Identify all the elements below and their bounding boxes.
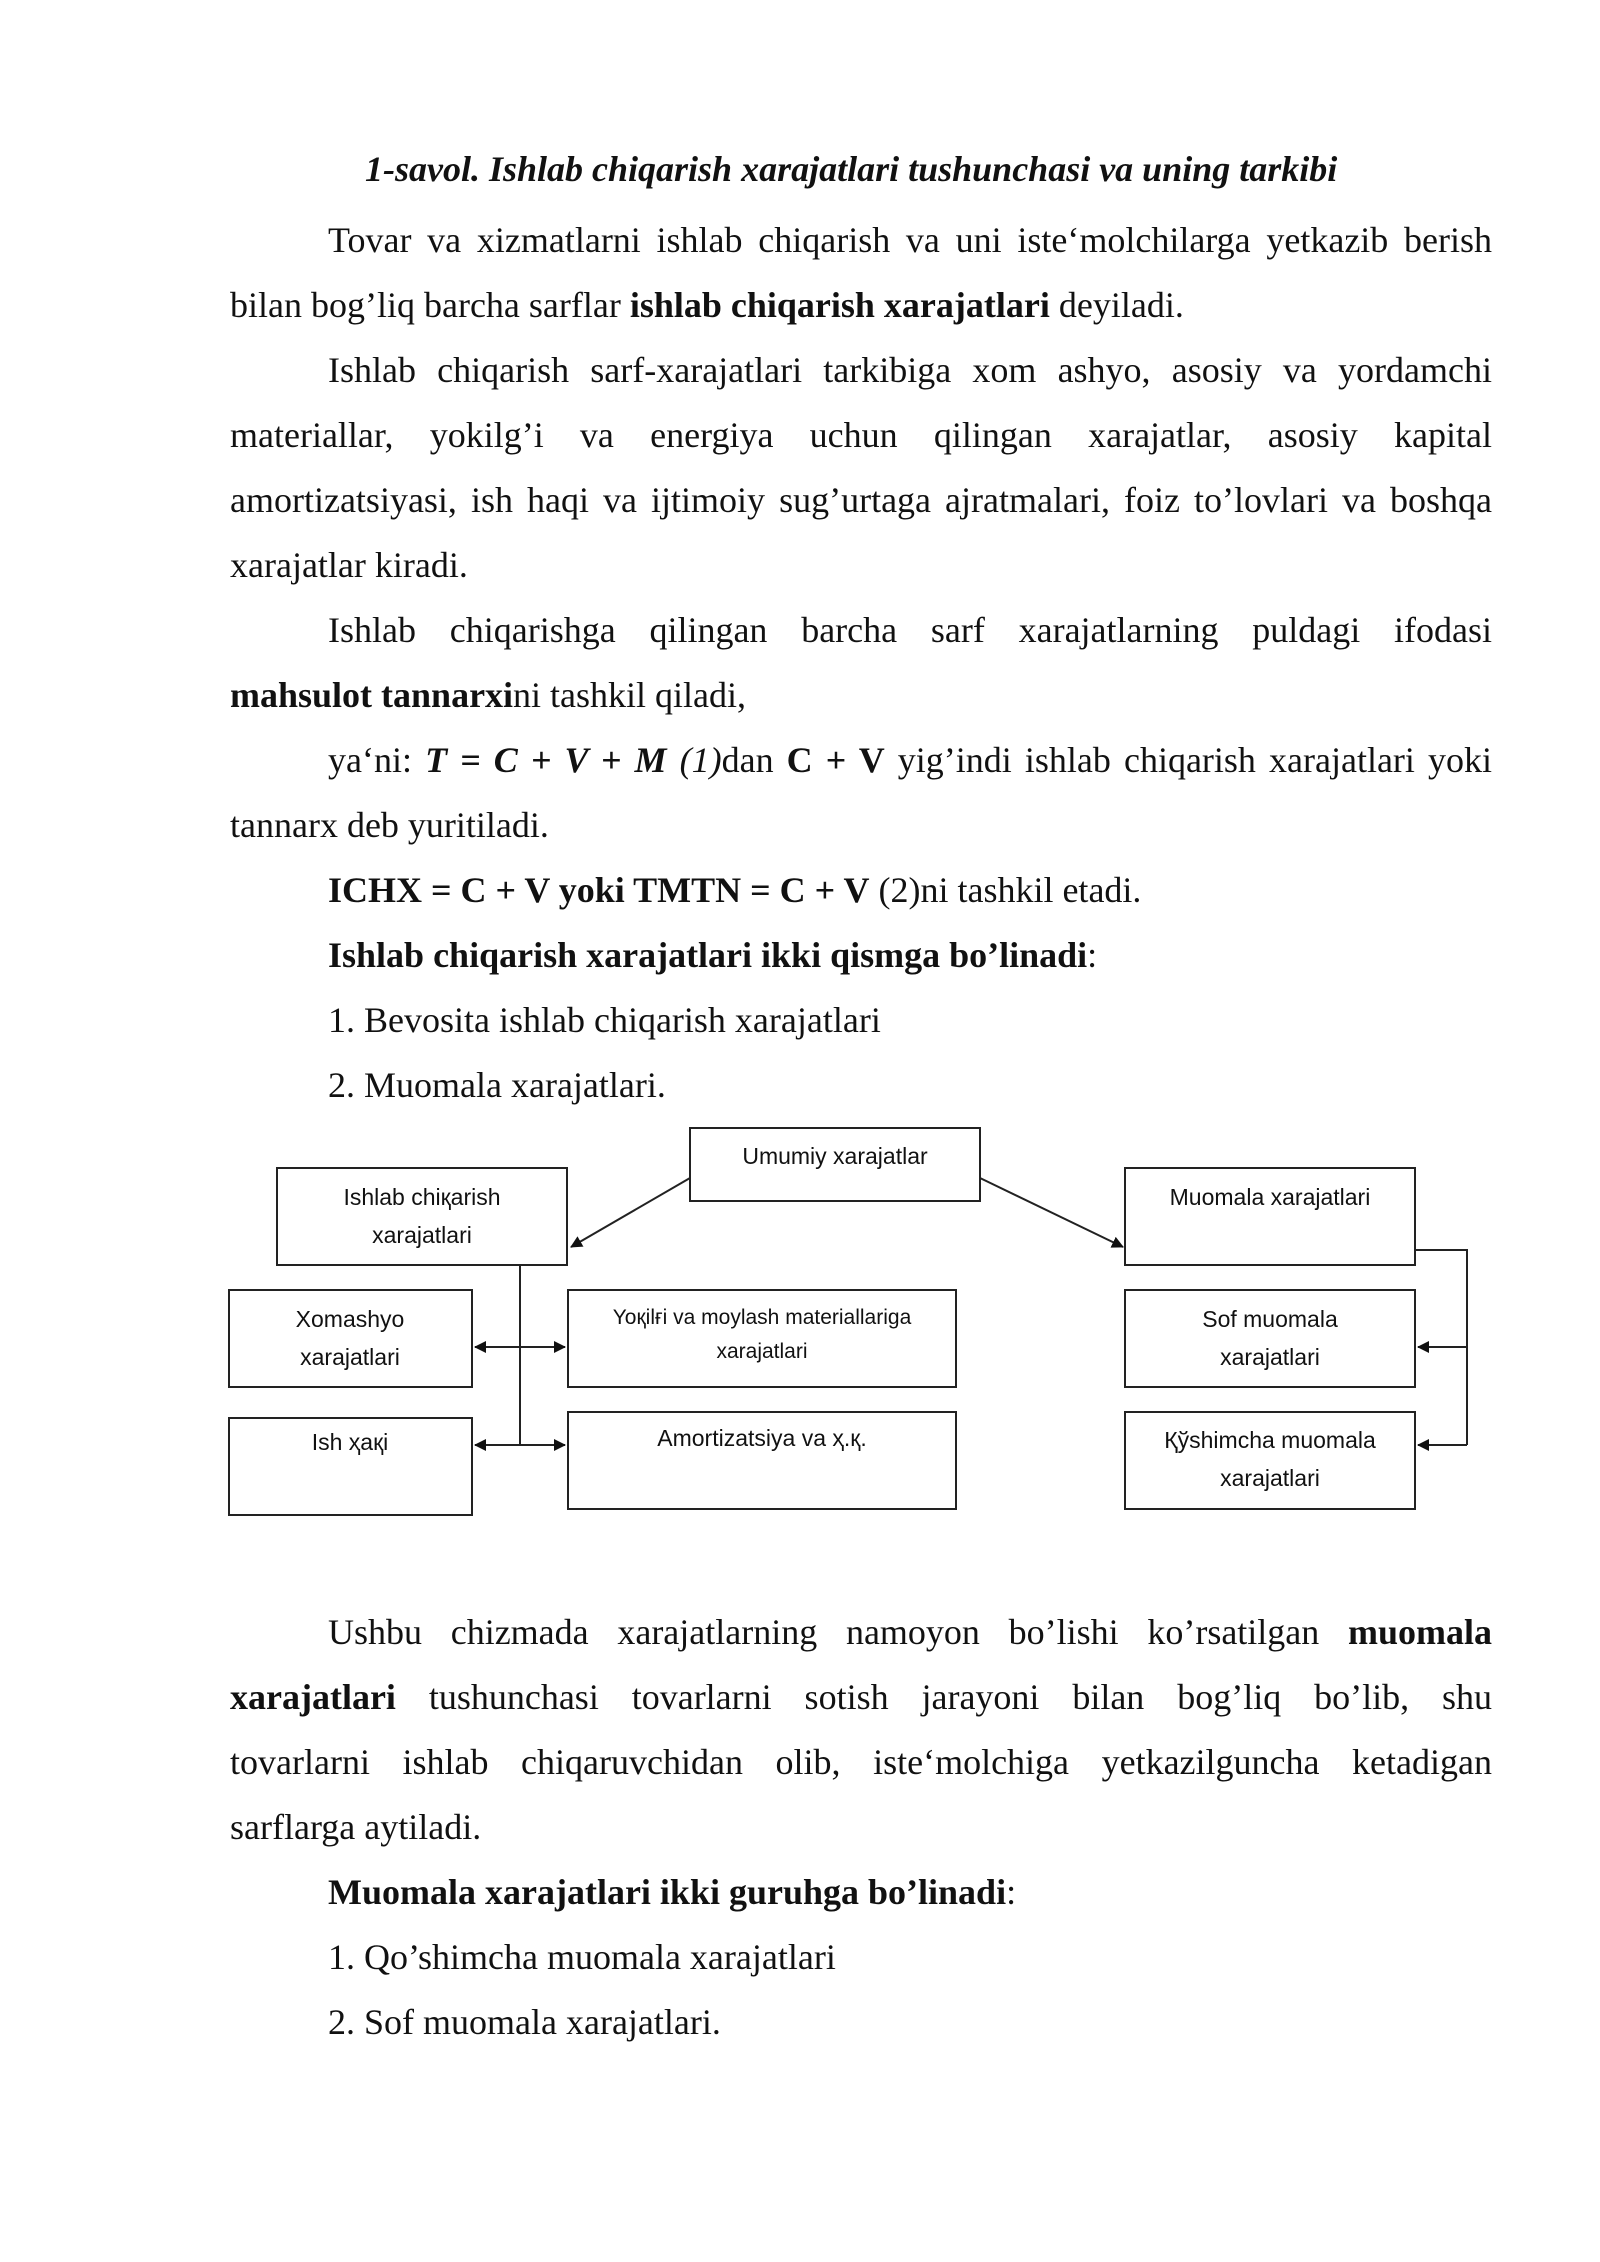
paragraph-7-line3 [230, 1730, 1492, 1795]
list-item-1: 1. Bevosita ishlab chiqarish xarajatlari [328, 1000, 881, 1040]
p4-pre: ya‘ni: [328, 740, 426, 780]
paragraph-7-line1 [230, 1600, 1492, 1665]
box-yoqilgi [568, 1290, 956, 1387]
label-xomashyo-1: Xomashyo [295, 1306, 405, 1332]
groups-heading [328, 1860, 1016, 1925]
groups-heading-bold: Muomala xarajatlari ikki guruhga bo’linadi [328, 1872, 1007, 1912]
p3-post: ni tashkil qiladi, [513, 675, 747, 715]
label-sof-1: Sof muomala [1202, 1306, 1338, 1332]
box-ishlab [277, 1168, 567, 1265]
section-heading: 1-savol. Ishlab chiqarish xarajatlari tushunchasi va uning tarkibi [365, 149, 1338, 189]
label-ishlab-2: xarajatlari [372, 1222, 472, 1248]
term-xarajatlari: xarajatlari [230, 1677, 396, 1717]
term-c-plus-v: C + V [786, 740, 885, 780]
paragraph-1-line1: Tovar va xizmatlarni ishlab chiqarish va uni iste‘molchilarga yetkazib berish [328, 220, 1492, 260]
label-amort: Amortizatsiya va ҳ.қ. [657, 1425, 867, 1451]
p4-post: yig’indi ishlab chiqarish xarajatlari yoki [884, 740, 1493, 780]
formula-1-number: (1) [666, 740, 722, 780]
label-ish-haqi: Ish ҳақi [311, 1429, 389, 1455]
list2-item-1: 1. Qo’shimcha muomala xarajatlari [328, 1937, 836, 1977]
p7-line3-text: tovarlarni ishlab chiqaruvchidan olib, iste‘molchiga yetkazilguncha ketadigan [230, 1742, 1492, 1782]
paragraph-2: Ishlab chiqarish sarf-xarajatlari tarkibiga xom ashyo, asosiy va yordamchi materiallar, yokilg’i va energiya uchun qilingan xarajatlar, asosiy kapital amortizatsiyasi, ish haqi va ijtimoiy sug’urtaga ajratmalari, foiz to’lovlari va boshqa xarajatlar kiradi. [230, 350, 1492, 585]
parts-heading-bold: Ishlab chiqarish xarajatlari ikki qismga bo’linadi [328, 935, 1088, 975]
p4-mid: dan [721, 740, 787, 780]
paragraph-7-line4: sarflarga aytiladi. [230, 1807, 482, 1847]
paragraph-7-line2 [230, 1665, 1492, 1730]
label-muomala: Muomala xarajatlari [1169, 1184, 1371, 1210]
p7-pre: Ushbu chizmada xarajatlarning namoyon bo’lishi ko’rsatilgan [328, 1612, 1348, 1652]
term-muomala: muomala [1348, 1612, 1492, 1652]
p7-rest: tushunchasi tovarlarni sotish jarayoni bilan bog’liq bo’lib, shu [395, 1677, 1492, 1717]
label-xomashyo-2: xarajatlari [300, 1344, 400, 1370]
label-sof-2: xarajatlari [1220, 1344, 1320, 1370]
label-ishlab-1: Ishlab chiқarish [343, 1184, 501, 1210]
formula-1: T = C + V + M [425, 740, 667, 780]
parts-heading-colon: : [1087, 935, 1098, 975]
label-yoqilgi-1: Yoқilғi va moylash materiallariga [612, 1306, 912, 1329]
arrow-to-muomala [980, 1178, 1123, 1247]
p5-post: (2)ni tashkil etadi. [869, 870, 1142, 910]
p3-text: Ishlab chiqarishga qilingan barcha sarf xarajatlarning puldagi ifodasi [328, 610, 1492, 650]
list-item-2: 2. Muomala xarajatlari. [328, 1065, 666, 1105]
list2-item-2: 2. Sof muomala xarajatlari. [328, 2002, 721, 2042]
p1-post: deyiladi. [1049, 285, 1184, 325]
label-umumiy: Umumiy xarajatlar [742, 1143, 928, 1169]
term-ishlab-chiqarish-xarajatlari: ishlab chiqarish xarajatlari [629, 285, 1050, 325]
box-sof [1125, 1290, 1415, 1387]
label-qoshimcha-2: xarajatlari [1220, 1465, 1320, 1491]
paragraph-4-line2: tannarx deb yuritiladi. [230, 805, 549, 845]
arrow-to-ishlab [571, 1178, 690, 1247]
label-qoshimcha-1: Қўshimcha muomala [1164, 1427, 1376, 1453]
term-mahsulot-tannarxi: mahsulot tannarxi [230, 675, 514, 715]
label-yoqilgi-2: xarajatlari [716, 1340, 808, 1363]
formula-2: ICHX = C + V yoki TMTN = C + V [328, 870, 870, 910]
box-muomala [1125, 1168, 1415, 1265]
groups-heading-colon: : [1006, 1872, 1017, 1912]
box-xomashyo [229, 1290, 472, 1387]
p1-text: bilan bog’liq barcha sarflar [230, 285, 630, 325]
